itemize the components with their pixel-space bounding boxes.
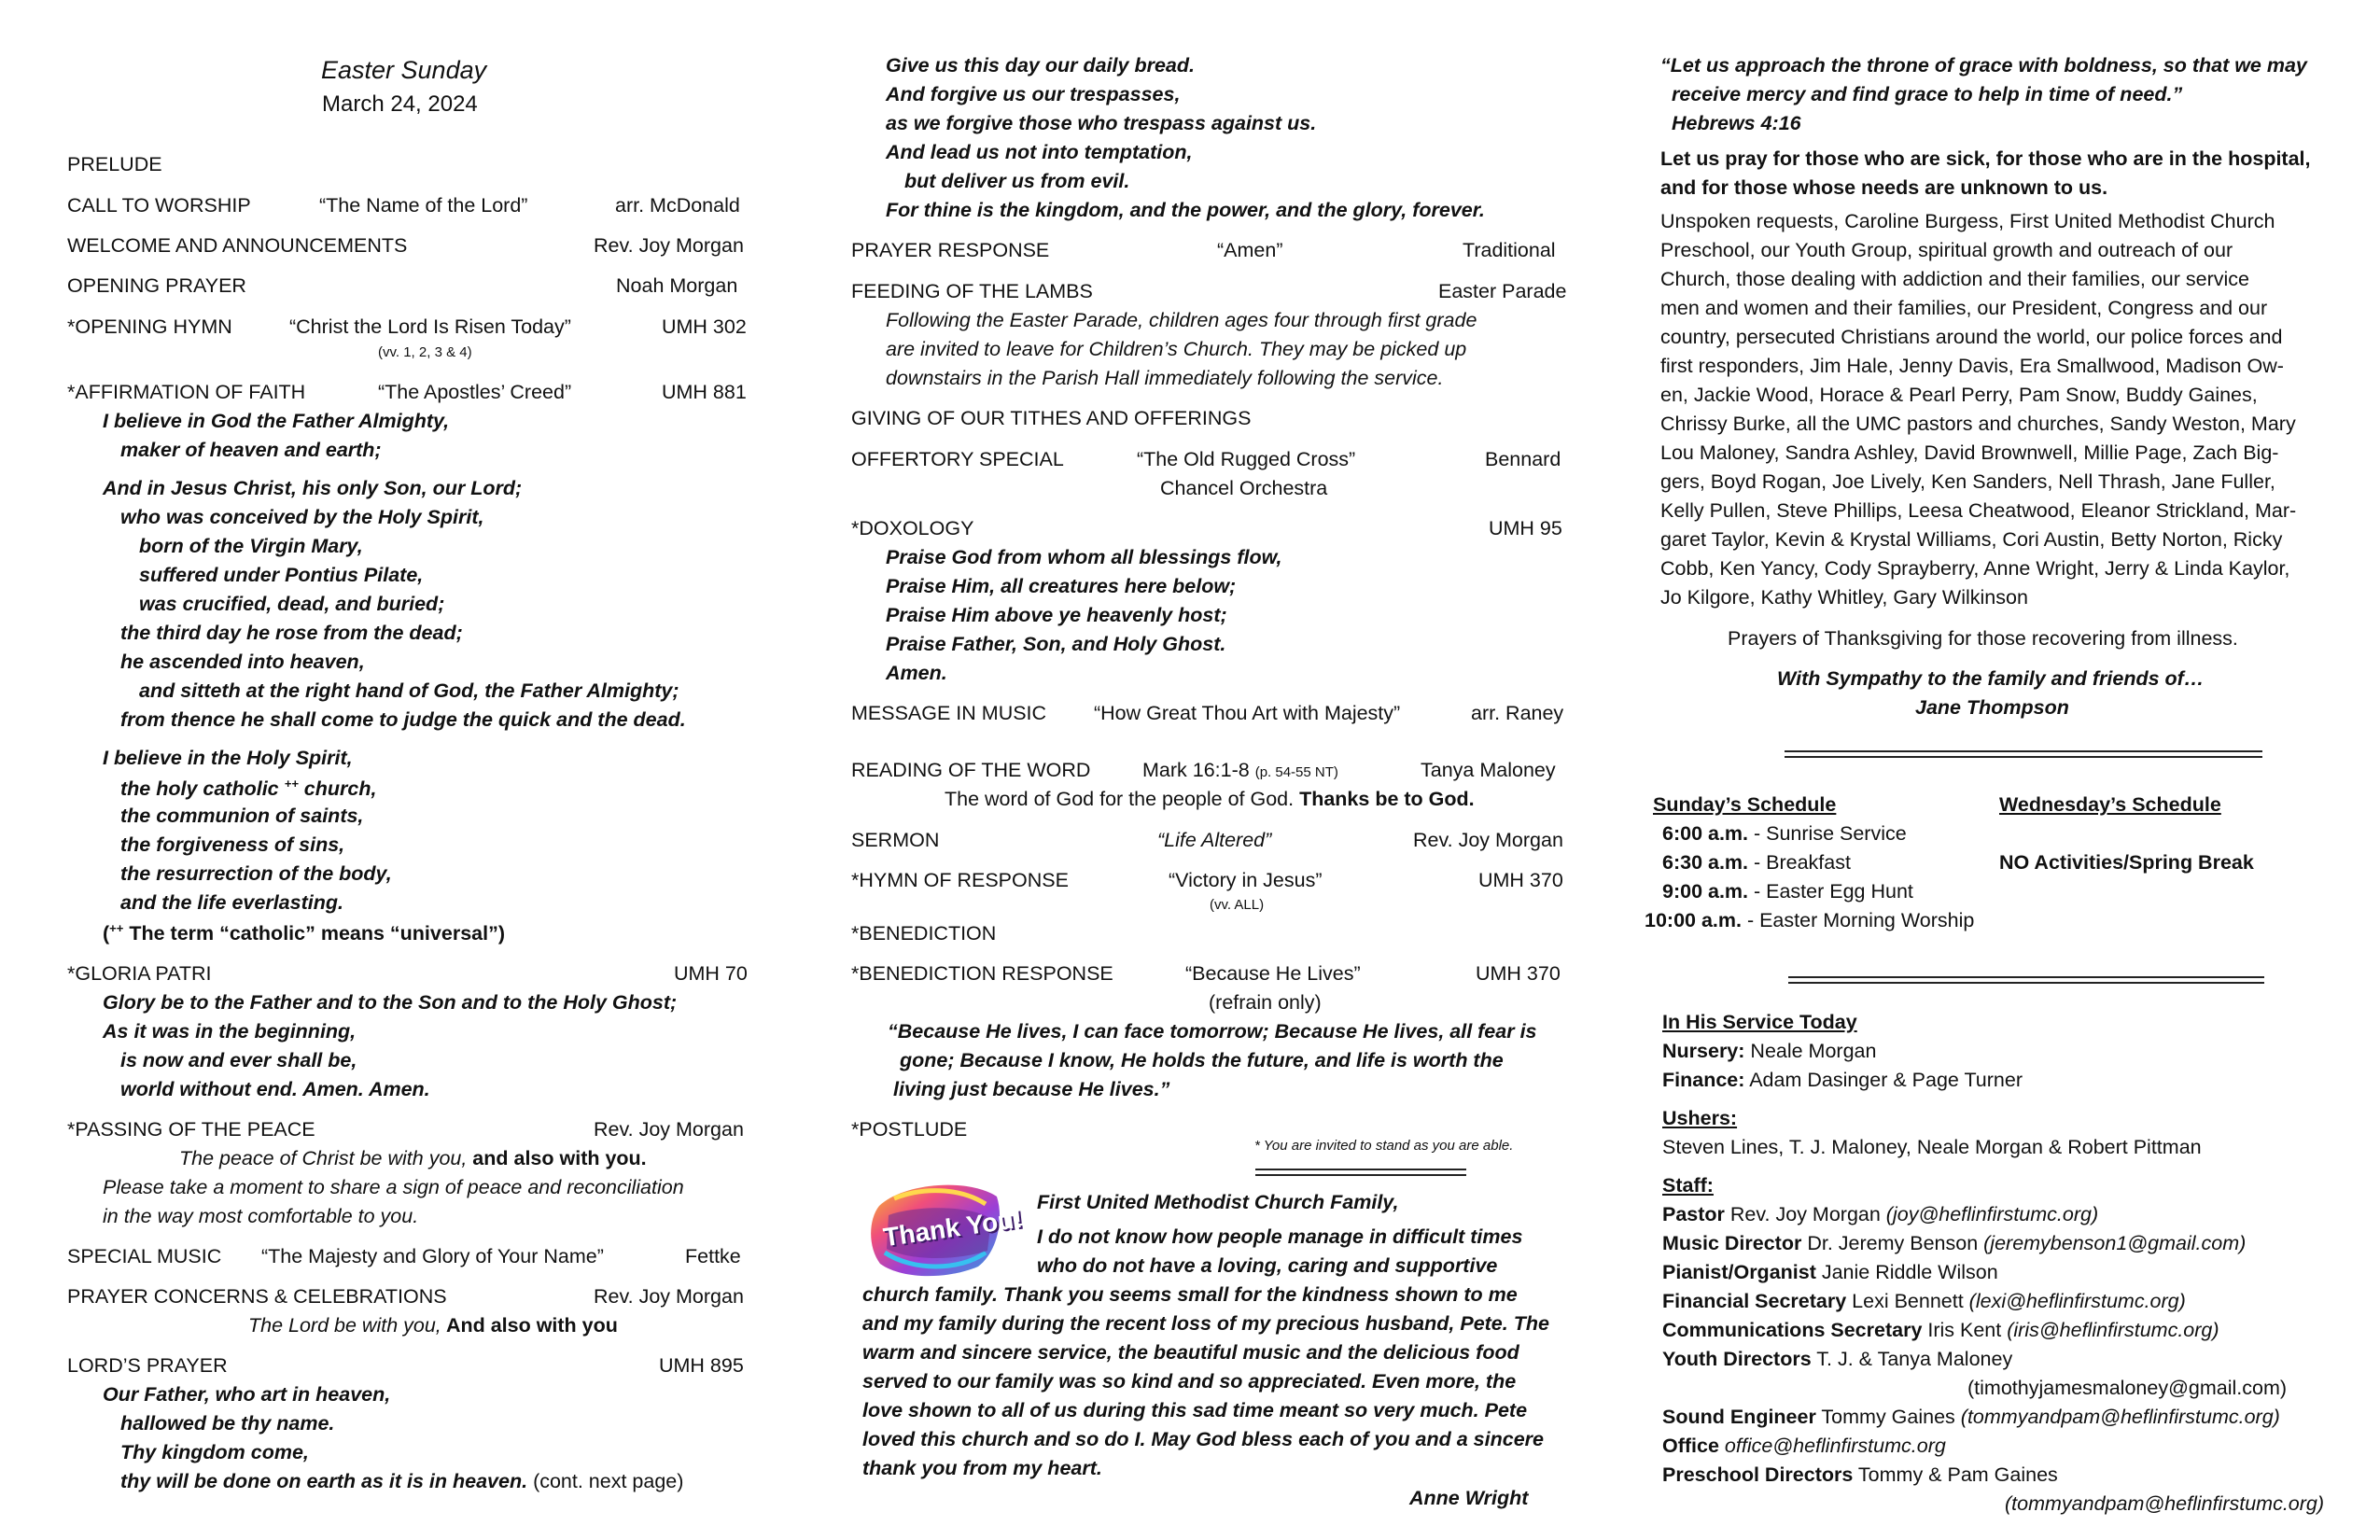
staff-email: (tommyandpam@heflinfirstumc.org)	[1960, 1406, 2280, 1428]
reading-response	[945, 790, 1475, 810]
creed-line: the third day he rose from the dead;	[120, 622, 463, 644]
creed-text: church,	[303, 777, 377, 801]
gloria-patri-label: *GLORIA PATRI	[67, 962, 212, 985]
lords-prayer-number: UMH 895	[659, 1354, 744, 1377]
thanksgiving-note: Prayers of Thanksgiving for those recovering from illness.	[1728, 627, 2238, 650]
call-to-worship-credit: arr. McDonald	[615, 194, 740, 217]
creed-line	[120, 777, 376, 800]
creed-line: the communion of saints,	[120, 805, 364, 827]
gloria-line: world without end. Amen. Amen.	[120, 1078, 430, 1100]
letter-line: love shown to all of us during this sad time meant so very much. Pete	[862, 1399, 1528, 1421]
sympathy-name: Jane Thompson	[1915, 696, 2069, 719]
opening-prayer-leader: Noah Morgan	[616, 274, 738, 297]
doxology-line: Praise God from whom all blessings flow,	[886, 546, 1282, 568]
because-he-lives-line: “Because He lives, I can face tomorrow; Because He lives, all fear is	[888, 1020, 1537, 1043]
ushers-heading: Ushers:	[1662, 1107, 1738, 1129]
catholic-note-superscript: ++	[109, 921, 124, 935]
staff-email: (joy@heflinfirstumc.org)	[1885, 1203, 2099, 1225]
peace-answer: and also with you.	[467, 1147, 647, 1169]
divider	[1785, 756, 2262, 758]
service-heading: In His Service Today	[1662, 1011, 1857, 1033]
letter-line: I do not know how people manage in difficult times	[1037, 1225, 1523, 1248]
feeding-lambs-note: are invited to leave for Children’s Church. They may be picked up	[886, 338, 1467, 360]
lords-prayer-line: hallowed be thy name.	[120, 1412, 335, 1435]
wednesday-schedule-heading: Wednesday’s Schedule	[1999, 793, 2221, 816]
prayer-request-line: country, persecuted Christians around the world, our police forces and	[1660, 326, 2283, 348]
offertory-label: OFFERTORY SPECIAL	[851, 448, 1064, 470]
welcome-leader: Rev. Joy Morgan	[594, 234, 744, 257]
lords-prayer-line: as we forgive those who trespass against us.	[886, 112, 1317, 134]
sunday-schedule-item	[1662, 853, 1851, 874]
sermon-title: “Life Altered”	[1157, 829, 1272, 851]
doxology-number: UMH 95	[1489, 517, 1562, 539]
lords-prayer-line: And forgive us our trespasses,	[886, 83, 1181, 105]
special-music-title: “The Majesty and Glory of Your Name”	[261, 1245, 604, 1267]
staff-row	[1662, 1205, 2098, 1225]
creed-line: born of the Virgin Mary,	[139, 535, 363, 557]
creed-line: the resurrection of the body,	[120, 862, 392, 885]
benediction-response-title: “Because He Lives”	[1185, 962, 1361, 985]
call-to-worship-label: CALL TO WORSHIP	[67, 194, 251, 217]
hymn-response-number: UMH 370	[1478, 869, 1563, 891]
finance-row	[1662, 1071, 2023, 1091]
passing-peace-leader: Rev. Joy Morgan	[594, 1118, 744, 1141]
feeding-lambs-note: Following the Easter Parade, children ages four through first grade	[886, 309, 1477, 331]
staff-row	[1662, 1263, 1998, 1283]
opening-hymn-verses: (vv. 1, 2, 3 & 4)	[378, 344, 472, 360]
gloria-line: is now and ever shall be,	[120, 1049, 357, 1071]
gloria-line: Glory be to the Father and to the Son and to the Holy Ghost;	[103, 991, 678, 1014]
prayer-request-line: Cobb, Ken Yancy, Cody Sprayberry, Anne Wright, Jerry & Linda Kaylor,	[1660, 557, 2290, 580]
schedule-event: - Breakfast	[1748, 851, 1851, 874]
doxology-line: Praise Him, all creatures here below;	[886, 575, 1237, 597]
schedule-event: - Sunrise Service	[1748, 822, 1907, 845]
lords-prayer-line: but deliver us from evil.	[904, 170, 1130, 192]
prayer-response-credit: Traditional	[1463, 239, 1556, 261]
nursery-value: Neale Morgan	[1744, 1040, 1877, 1062]
staff-role: Youth Directors	[1662, 1348, 1812, 1370]
offertory-title: “The Old Rugged Cross”	[1137, 448, 1356, 470]
peace-instruction: Please take a moment to share a sign of peace and reconciliation	[103, 1176, 684, 1198]
staff-email: office@heflinfirstumc.org	[1718, 1435, 1946, 1457]
lords-prayer-line: Thy kingdom come,	[120, 1441, 309, 1463]
nursery-row	[1662, 1042, 1876, 1062]
prayer-request-line: Jo Kilgore, Kathy Whitley, Gary Wilkinson	[1660, 586, 2028, 609]
staff-row	[1662, 1465, 2058, 1486]
feeding-lambs-note: downstairs in the Parish Hall immediately following the service.	[886, 367, 1444, 389]
divider	[1255, 1169, 1466, 1170]
staff-role: Pianist/Organist	[1662, 1261, 1816, 1283]
staff-email: (iris@heflinfirstumc.org)	[2007, 1319, 2219, 1341]
lords-prayer-text: thy will be done on earth as it is in heaven.	[120, 1470, 528, 1492]
staff-heading: Staff:	[1662, 1174, 1714, 1197]
prayer-response-title: “Amen”	[1217, 239, 1283, 261]
opening-hymn-label: *OPENING HYMN	[67, 315, 232, 338]
benediction-response-number: UMH 370	[1476, 962, 1561, 985]
staff-role: Music Director	[1662, 1232, 1802, 1254]
schedule-time: 6:30 a.m.	[1662, 851, 1749, 874]
bulletin-title: Easter Sunday	[321, 56, 487, 84]
staff-name: Tommy Gaines	[1815, 1406, 1961, 1428]
reading-passage: Mark 16:1-8	[1142, 759, 1250, 781]
lords-prayer-line: Our Father, who art in heaven,	[103, 1383, 391, 1406]
schedule-time: 9:00 a.m.	[1662, 880, 1749, 903]
doxology-label: *DOXOLOGY	[851, 517, 974, 539]
reading-pages: (p. 54-55 NT)	[1254, 764, 1338, 780]
divider	[1788, 976, 2264, 978]
lord-be-with-you	[248, 1316, 618, 1337]
lords-prayer-line	[120, 1472, 683, 1492]
welcome-label: WELCOME AND ANNOUNCEMENTS	[67, 234, 408, 257]
prayer-response-label: PRAYER RESPONSE	[851, 239, 1050, 261]
reading-label: READING OF THE WORD	[851, 759, 1091, 781]
creed-text: the holy catholic	[120, 777, 279, 801]
passing-peace-label: *PASSING OF THE PEACE	[67, 1118, 315, 1141]
reading-scripture	[1142, 761, 1338, 781]
peace-response	[179, 1149, 647, 1169]
staff-email: (jeremybenson1@gmail.com)	[1983, 1232, 2247, 1254]
prayer-concerns-leader: Rev. Joy Morgan	[594, 1285, 744, 1308]
hymn-response-verses: (vv. ALL)	[1210, 897, 1265, 913]
because-he-lives-line: living just because He lives.”	[893, 1078, 1170, 1100]
tithes-label: GIVING OF OUR TITHES AND OFFERINGS	[851, 407, 1252, 429]
creed-line: the forgiveness of sins,	[120, 833, 345, 856]
schedule-event: - Easter Egg Hunt	[1748, 880, 1913, 903]
lords-prayer-label: LORD’S PRAYER	[67, 1354, 228, 1377]
staff-row	[1662, 1436, 1946, 1457]
creed-superscript: ++	[284, 777, 299, 791]
staff-email: (lexi@heflinfirstumc.org)	[1968, 1290, 2186, 1312]
lord-be-answer: And also with you	[441, 1314, 618, 1337]
gloria-line: As it was in the beginning,	[103, 1020, 357, 1043]
message-music-arranger: arr. Raney	[1471, 702, 1564, 724]
call-to-worship-title: “The Name of the Lord”	[319, 194, 528, 217]
sunday-schedule-item	[1662, 824, 1907, 845]
doxology-line: Praise Father, Son, and Holy Ghost.	[886, 633, 1226, 655]
schedule-time: 6:00 a.m.	[1662, 822, 1749, 845]
schedule-time: 10:00 a.m.	[1645, 909, 1742, 931]
lords-prayer-line: And lead us not into temptation,	[886, 141, 1193, 163]
finance-label: Finance:	[1662, 1069, 1745, 1091]
divider	[1788, 982, 2264, 984]
sunday-schedule-item	[1645, 911, 1974, 931]
creed-line: I believe in the Holy Spirit,	[103, 747, 353, 769]
staff-name: Janie Riddle Wilson	[1815, 1261, 1998, 1283]
staff-name: T. J. & Tanya Maloney	[1811, 1348, 2013, 1370]
staff-role: Sound Engineer	[1662, 1406, 1816, 1428]
peace-instruction: in the way most comfortable to you.	[103, 1205, 419, 1227]
staff-role: Pastor	[1662, 1203, 1725, 1225]
feeding-lambs-label: FEEDING OF THE LAMBS	[851, 280, 1093, 302]
prayer-request-line: en, Jackie Wood, Horace & Pearl Perry, Pam Snow, Buddy Gaines,	[1660, 384, 2258, 406]
staff-row	[1662, 1234, 2246, 1254]
sermon-preacher: Rev. Joy Morgan	[1413, 829, 1563, 851]
thank-you-logo-text: Thank You!	[881, 1203, 1025, 1253]
catholic-note-paren: (	[103, 922, 110, 945]
opening-hymn-title: “Christ the Lord Is Risen Today”	[289, 315, 571, 338]
creed-line: and sitteth at the right hand of God, the Father Almighty;	[139, 679, 679, 702]
letter-signature: Anne Wright	[1409, 1487, 1529, 1509]
divider	[1255, 1174, 1466, 1176]
benediction-response-note: (refrain only)	[1209, 991, 1322, 1014]
sympathy-line: With Sympathy to the family and friends of…	[1777, 667, 2205, 690]
schedule-event: - Easter Morning Worship	[1741, 909, 1975, 931]
staff-row	[1662, 1321, 2219, 1341]
stand-note: * You are invited to stand as you are able.	[1254, 1138, 1514, 1154]
prayer-request-line: Preschool, our Youth Group, spiritual growth and outreach of our	[1660, 239, 2233, 261]
prayer-intro-line: and for those whose needs are unknown to us.	[1660, 176, 2108, 199]
prayer-request-line: Church, those dealing with addiction and their families, our service	[1660, 268, 2249, 290]
letter-line: loved this church and so do I. May God bless each of you and a sincere	[862, 1428, 1544, 1450]
offertory-performer: Chancel Orchestra	[1160, 477, 1328, 499]
opening-hymn-number: UMH 302	[662, 315, 747, 338]
gloria-patri-number: UMH 70	[674, 962, 748, 985]
prayer-request-line: garet Taylor, Kevin & Krystal Williams, Cori Austin, Betty Norton, Ricky	[1660, 528, 2283, 551]
creed-line: who was conceived by the Holy Spirit,	[120, 506, 484, 528]
prelude-label: PRELUDE	[67, 153, 162, 175]
staff-name: Rev. Joy Morgan	[1724, 1203, 1886, 1225]
prayer-request-line: Chrissy Burke, all the UMC pastors and churches, Sandy Weston, Mary	[1660, 413, 2296, 435]
catholic-note	[103, 922, 505, 945]
prayer-concerns-label: PRAYER CONCERNS & CELEBRATIONS	[67, 1285, 447, 1308]
creed-line: suffered under Pontius Pilate,	[139, 564, 424, 586]
reading-reader: Tanya Maloney	[1421, 759, 1556, 781]
staff-name: Iris Kent	[1922, 1319, 2008, 1341]
nursery-label: Nursery:	[1662, 1040, 1745, 1062]
prayer-request-line: gers, Boyd Rogan, Joe Lively, Ken Sanders, Nell Thrash, Jane Fuller,	[1660, 470, 2275, 493]
thank-you-logo	[866, 1178, 1025, 1281]
benediction-label: *BENEDICTION	[851, 922, 997, 945]
peace-call: The peace of Christ be with you,	[179, 1147, 468, 1169]
message-music-label: MESSAGE IN MUSIC	[851, 702, 1047, 724]
creed-line: from thence he shall come to judge the quick and the dead.	[120, 708, 686, 731]
scripture-verse-line: receive mercy and find grace to help in time of need.”	[1672, 83, 2183, 105]
letter-line: served to our family was so kind and so appreciated. Even more, the	[862, 1370, 1517, 1393]
staff-role: Communications Secretary	[1662, 1319, 1923, 1341]
sunday-schedule-item	[1662, 882, 1913, 903]
youth-email: (timothyjamesmaloney@gmail.com)	[1967, 1377, 2288, 1399]
letter-line: and my family during the recent loss of my precious husband, Pete. The	[862, 1312, 1549, 1335]
staff-row	[1662, 1292, 2186, 1312]
staff-name: Dr. Jeremy Benson	[1801, 1232, 1984, 1254]
staff-name: Tommy & Pam Gaines	[1853, 1463, 2058, 1486]
lords-prayer-line: Give us this day our daily bread.	[886, 54, 1195, 77]
prayer-request-line: Kelly Pullen, Steve Phillips, Leesa Cheatwood, Eleanor Strickland, Mar-	[1660, 499, 2297, 522]
prayer-request-line: first responders, Jim Hale, Jenny Davis, Era Smallwood, Madison Ow-	[1660, 355, 2284, 377]
special-music-label: SPECIAL MUSIC	[67, 1245, 222, 1267]
continued-note: (cont. next page)	[533, 1470, 684, 1492]
sermon-label: SERMON	[851, 829, 940, 851]
affirmation-number: UMH 881	[662, 381, 747, 403]
staff-role: Financial Secretary	[1662, 1290, 1847, 1312]
doxology-line: Praise Him above ye heavenly host;	[886, 604, 1227, 626]
letter-greeting: First United Methodist Church Family,	[1037, 1191, 1399, 1213]
reading-call: The word of God for the people of God.	[945, 788, 1295, 810]
ushers-value: Steven Lines, T. J. Maloney, Neale Morgan & Robert Pittman	[1662, 1136, 2202, 1158]
divider	[1785, 750, 2262, 752]
prayer-intro-line: Let us pray for those who are sick, for those who are in the hospital,	[1660, 147, 2311, 170]
opening-prayer-label: OPENING PRAYER	[67, 274, 246, 297]
staff-role: Preschool Directors	[1662, 1463, 1854, 1486]
creed-line: maker of heaven and earth;	[120, 439, 382, 461]
reading-answer: Thanks be to God.	[1299, 788, 1475, 810]
wednesday-schedule-item: NO Activities/Spring Break	[1999, 851, 2254, 874]
scripture-verse-line: “Let us approach the throne of grace with boldness, so that we may	[1660, 54, 2307, 77]
prayer-request-line: Lou Maloney, Sandra Ashley, David Brownwell, Millie Page, Zach Big-	[1660, 441, 2279, 464]
staff-row	[1662, 1350, 2012, 1370]
creed-line: was crucified, dead, and buried;	[139, 593, 445, 615]
message-music-title: “How Great Thou Art with Majesty”	[1094, 702, 1401, 724]
creed-line: and the life everlasting.	[120, 891, 343, 914]
benediction-response-label: *BENEDICTION RESPONSE	[851, 962, 1113, 985]
sunday-schedule-heading: Sunday’s Schedule	[1653, 793, 1837, 816]
staff-name: Lexi Bennett	[1846, 1290, 1969, 1312]
letter-line: thank you from my heart.	[862, 1457, 1102, 1479]
postlude-label: *POSTLUDE	[851, 1118, 968, 1141]
creed-line: he ascended into heaven,	[120, 651, 365, 673]
lord-be-call: The Lord be with you,	[248, 1314, 441, 1337]
letter-line: who do not have a loving, caring and supportive	[1037, 1254, 1498, 1277]
creed-line: And in Jesus Christ, his only Son, our Lord;	[103, 477, 523, 499]
prayer-request-line: Unspoken requests, Caroline Burgess, First United Methodist Church	[1660, 210, 2275, 232]
special-music-composer: Fettke	[685, 1245, 741, 1267]
scripture-reference: Hebrews 4:16	[1672, 112, 1801, 134]
hymn-response-label: *HYMN OF RESPONSE	[851, 869, 1069, 891]
prayer-request-line: men and women and their families, our President, Congress and our	[1660, 297, 2268, 319]
staff-role: Office	[1662, 1435, 1719, 1457]
bulletin-date: March 24, 2024	[322, 91, 478, 117]
doxology-line: Amen.	[886, 662, 947, 684]
lords-prayer-line: For thine is the kingdom, and the power, and the glory, forever.	[886, 199, 1485, 221]
staff-row	[1662, 1407, 2280, 1428]
because-he-lives-line: gone; Because I know, He holds the future, and life is worth the	[900, 1049, 1504, 1071]
preschool-email: (tommyandpam@heflinfirstumc.org)	[2005, 1492, 2325, 1515]
affirmation-label: *AFFIRMATION OF FAITH	[67, 381, 306, 403]
offertory-composer: Bennard	[1485, 448, 1561, 470]
catholic-note-text: The term “catholic” means “universal”)	[123, 922, 505, 945]
letter-line: church family. Thank you seems small for the kindness shown to me	[862, 1283, 1518, 1306]
affirmation-title: “The Apostles’ Creed”	[378, 381, 572, 403]
creed-line: I believe in God the Father Almighty,	[103, 410, 450, 432]
finance-value: Adam Dasinger & Page Turner	[1744, 1069, 2023, 1091]
feeding-lambs-event: Easter Parade	[1438, 280, 1567, 302]
hymn-response-title: “Victory in Jesus”	[1169, 869, 1323, 891]
letter-line: warm and sincere service, the beautiful music and the delicious food	[862, 1341, 1519, 1364]
